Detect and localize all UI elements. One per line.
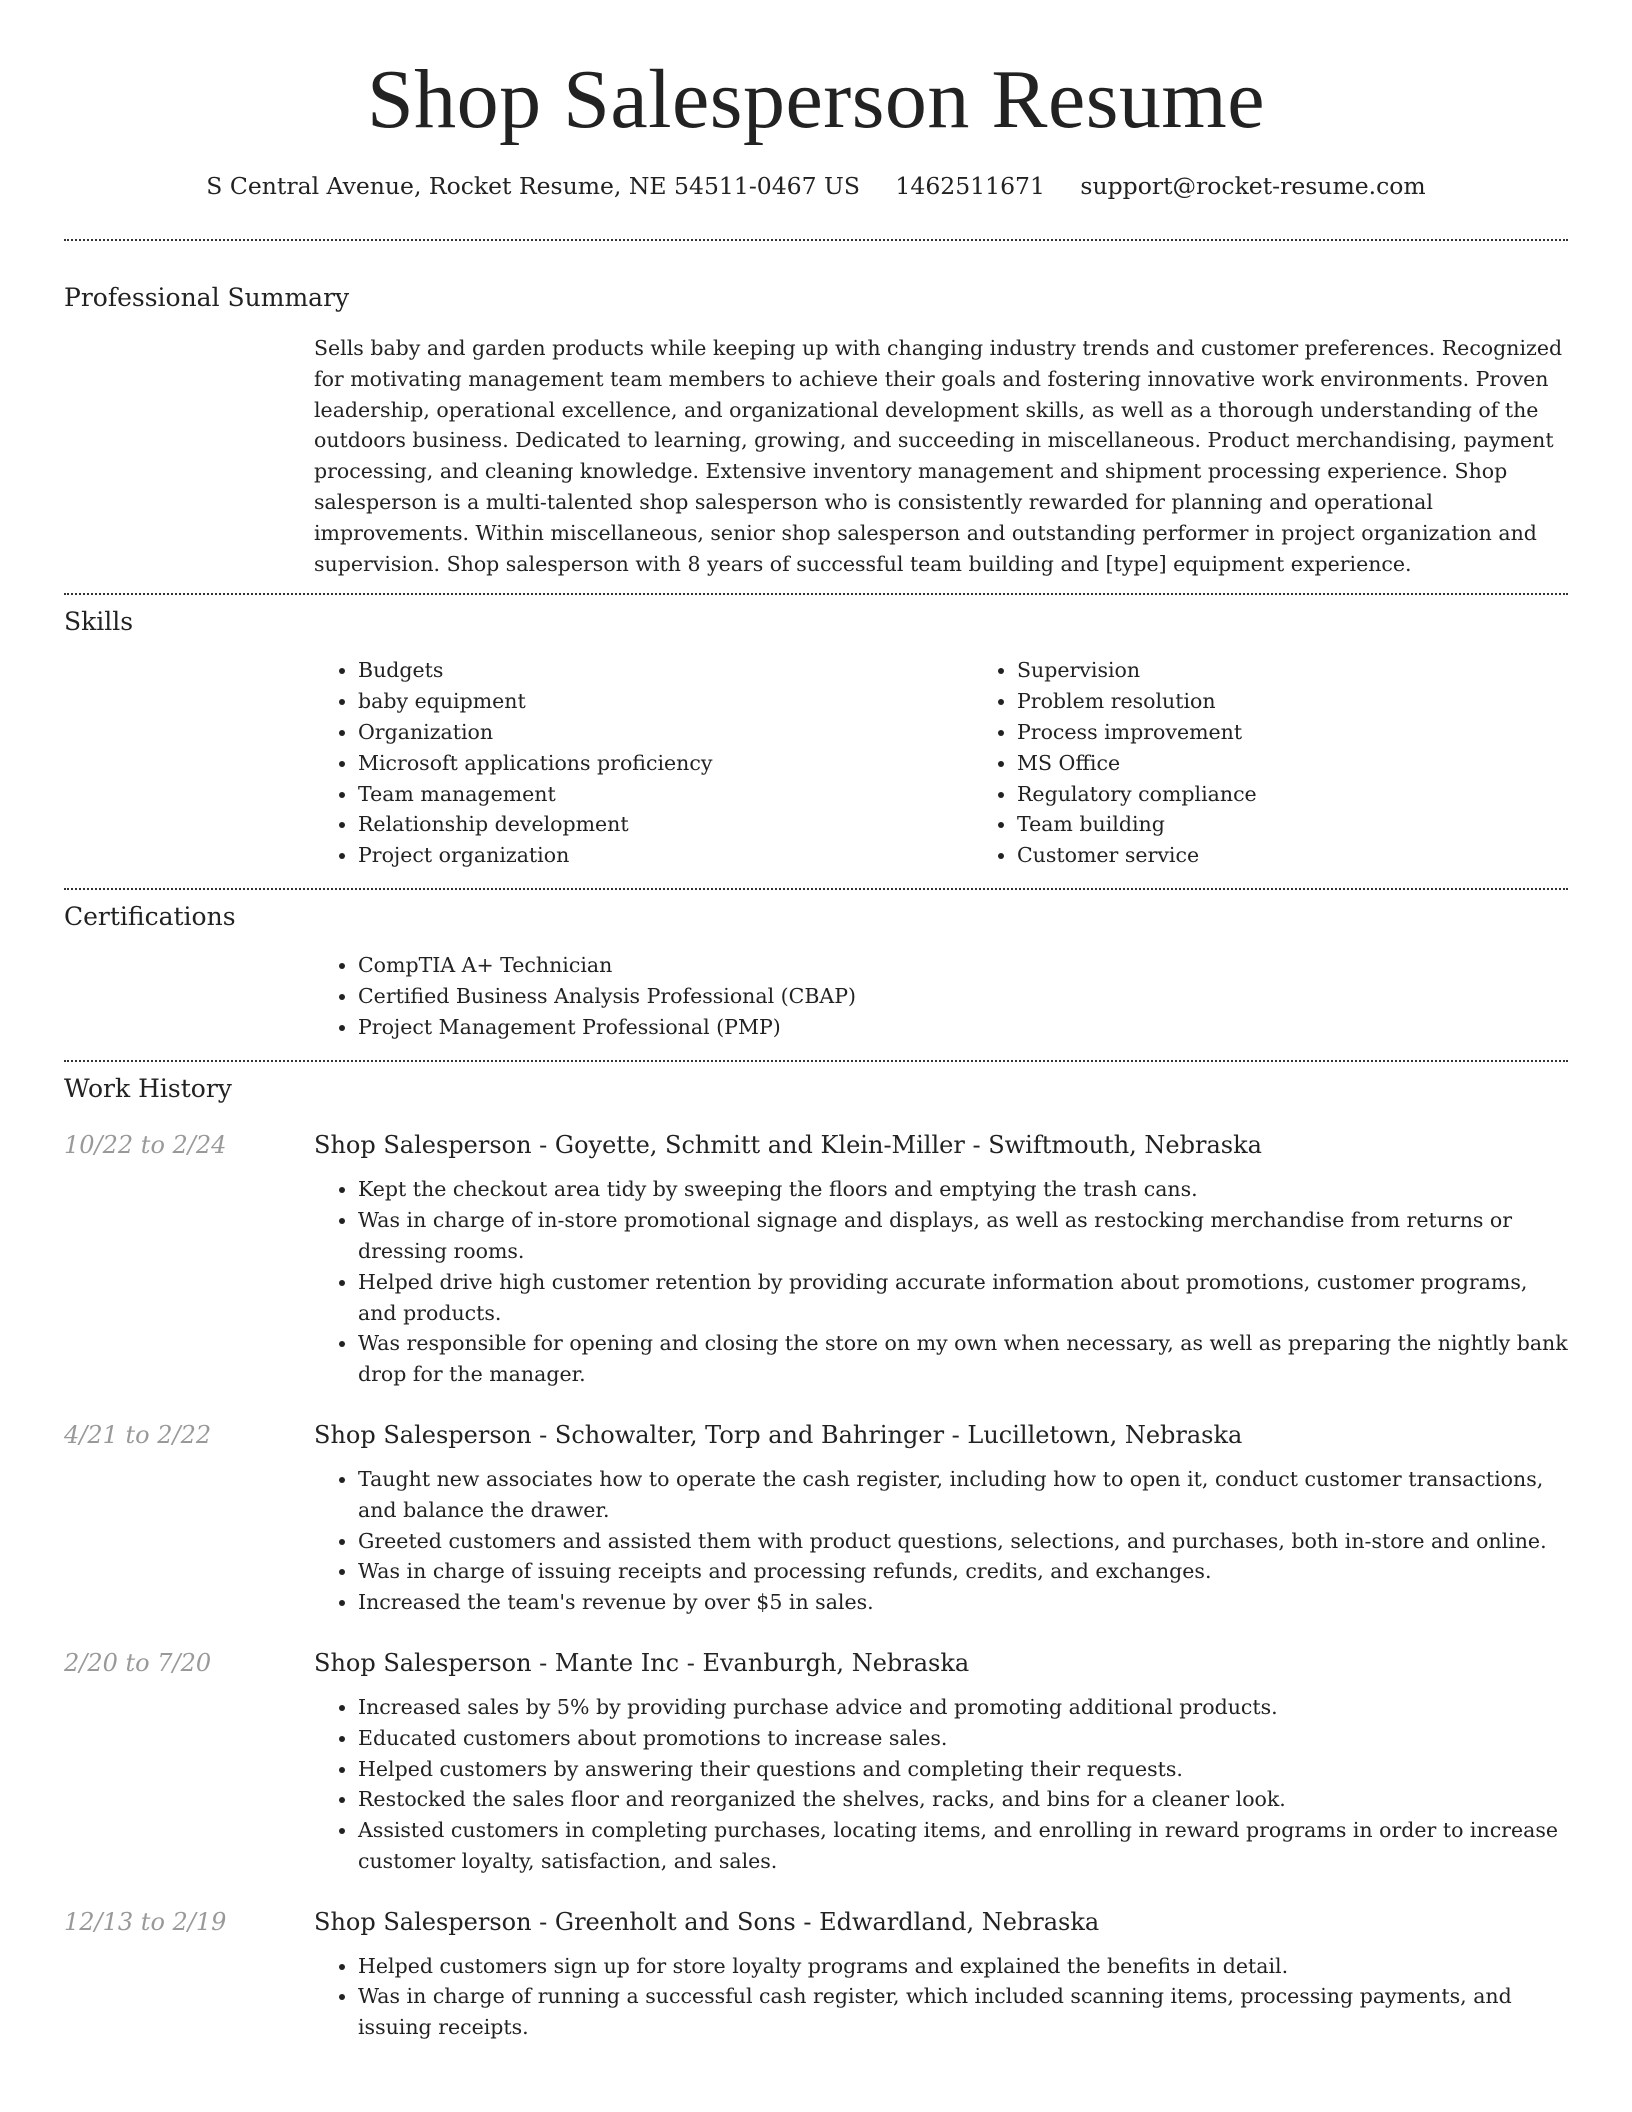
list-item: • Organization [358, 717, 973, 748]
job-title: Shop Salesperson - Schowalter, Torp and Bahringer - Lucilletown, Nebraska [314, 1420, 1243, 1449]
skills-list-right [973, 655, 1632, 871]
list-item: • Project Management Professional (PMP) [358, 1012, 1568, 1043]
job-title: Shop Salesperson - Mante Inc - Evanburgh, Nebraska [314, 1648, 970, 1677]
summary-section [0, 333, 1632, 579]
job-date: 10/22 to 2/24 [64, 1131, 227, 1160]
job-entry [0, 1646, 1632, 1877]
resume-header [0, 0, 1632, 202]
divider [64, 888, 1568, 890]
skills-section [0, 655, 1632, 871]
list-item: • Helped customers by answering their questions and completing their requests. [358, 1754, 1568, 1785]
list-item: • Certified Business Analysis Professional (CBAP) [358, 981, 1568, 1012]
list-item: • Budgets [358, 655, 973, 686]
skills-list-left [314, 655, 973, 871]
list-item: • Supervision [1017, 655, 1632, 686]
list-item: • Microsoft applications proficiency [358, 748, 973, 779]
job-date: 2/20 to 7/20 [64, 1648, 212, 1677]
list-item: • Customer service [1017, 840, 1632, 871]
resume-title: Shop Salesperson Resume [366, 53, 1266, 146]
list-item: • Was in charge of running a successful cash register, which included scanning items, processing payments, and issuing receipts. [358, 1981, 1568, 2043]
job-title: Shop Salesperson - Goyette, Schmitt and Klein-Miller - Swiftmouth, Nebraska [314, 1131, 1262, 1160]
divider [64, 593, 1568, 595]
list-item: • Increased the team's revenue by over $5 in sales. [358, 1587, 1568, 1618]
list-item: • Restocked the sales floor and reorganized the shelves, racks, and bins for a cleaner look. [358, 1784, 1568, 1815]
job-bullets [314, 1464, 1568, 1618]
list-item: • Increased sales by 5% by providing purchase advice and promoting additional products. [358, 1692, 1568, 1723]
list-item: • CompTIA A+ Technician [358, 950, 1568, 981]
list-item: • Team management [358, 779, 973, 810]
job-title: Shop Salesperson - Greenholt and Sons - Edwardland, Nebraska [314, 1907, 1100, 1936]
list-item: • Project organization [358, 840, 973, 871]
list-item: • Helped customers sign up for store loyalty programs and explained the benefits in detail. [358, 1951, 1568, 1982]
list-item: • Educated customers about promotions to increase sales. [358, 1723, 1568, 1754]
job-date: 12/13 to 2/19 [64, 1907, 227, 1936]
job-entry [0, 1128, 1632, 1390]
skills-heading: Skills [64, 607, 134, 637]
job-bullets [314, 1174, 1568, 1390]
list-item: • Assisted customers in completing purchases, locating items, and enrolling in reward programs in order to increase customer loyalty, satisfaction, and sales. [358, 1815, 1568, 1877]
list-item: • Process improvement [1017, 717, 1632, 748]
list-item: • Greeted customers and assisted them with product questions, selections, and purchases, both in-store and online. [358, 1526, 1568, 1557]
job-date: 4/21 to 2/22 [64, 1420, 212, 1449]
divider [64, 239, 1568, 241]
list-item: • baby equipment [358, 686, 973, 717]
job-bullets [314, 1692, 1568, 1877]
list-item: • Problem resolution [1017, 686, 1632, 717]
list-item: • Team building [1017, 809, 1632, 840]
certifications-list [314, 950, 1568, 1042]
list-item: • Was in charge of issuing receipts and processing refunds, credits, and exchanges. [358, 1556, 1568, 1587]
job-entry [0, 1905, 1632, 2043]
list-item: • Was in charge of in-store promotional signage and displays, as well as restocking merchandise from returns or dressing rooms. [358, 1205, 1568, 1267]
summary-text: Sells baby and garden products while keeping up with changing industry trends and customer preferences. Recognized for motivating management team members to achieve their goals and fostering innovative work environments. Proven leadership, operational excellence, and organizational development skills, as well as a thorough understanding of the outdoors business. Dedicated to learning, growing, and succeeding in miscellaneous. Product merchandising, payment processing, and cleaning knowledge. Extensive inventory management and shipment processing experience. Shop salesperson is a multi-talented shop salesperson who is consistently rewarded for planning and operational improvements. Within miscellaneous, senior shop salesperson and outstanding performer in project organization and supervision. Shop salesperson with 8 years of successful team building and [type] equipment experience. [314, 336, 1563, 576]
certifications-section [0, 950, 1632, 1042]
summary-heading: Professional Summary [64, 283, 350, 312]
list-item: • MS Office [1017, 748, 1632, 779]
list-item: • Helped drive high customer retention by providing accurate information about promotions, customer programs, and products. [358, 1267, 1568, 1329]
contact-phone: 1462511671 [895, 172, 1045, 200]
divider [64, 1060, 1568, 1062]
list-item: • Kept the checkout area tidy by sweeping the floors and emptying the trash cans. [358, 1174, 1568, 1205]
contact-line [0, 170, 1632, 202]
list-item: • Taught new associates how to operate the cash register, including how to open it, conduct customer transactions, and balance the drawer. [358, 1464, 1568, 1526]
work-history-heading: Work History [64, 1074, 232, 1104]
contact-email: support@rocket-resume.com [1080, 172, 1426, 200]
list-item: • Was responsible for opening and closing the store on my own when necessary, as well as preparing the nightly bank drop for the manager. [358, 1328, 1568, 1390]
job-bullets [314, 1951, 1568, 2043]
list-item: • Relationship development [358, 809, 973, 840]
job-entry [0, 1418, 1632, 1618]
certifications-heading: Certifications [64, 901, 236, 931]
list-item: • Regulatory compliance [1017, 779, 1632, 810]
contact-address: S Central Avenue, Rocket Resume, NE 54511-0467 US [206, 172, 860, 200]
